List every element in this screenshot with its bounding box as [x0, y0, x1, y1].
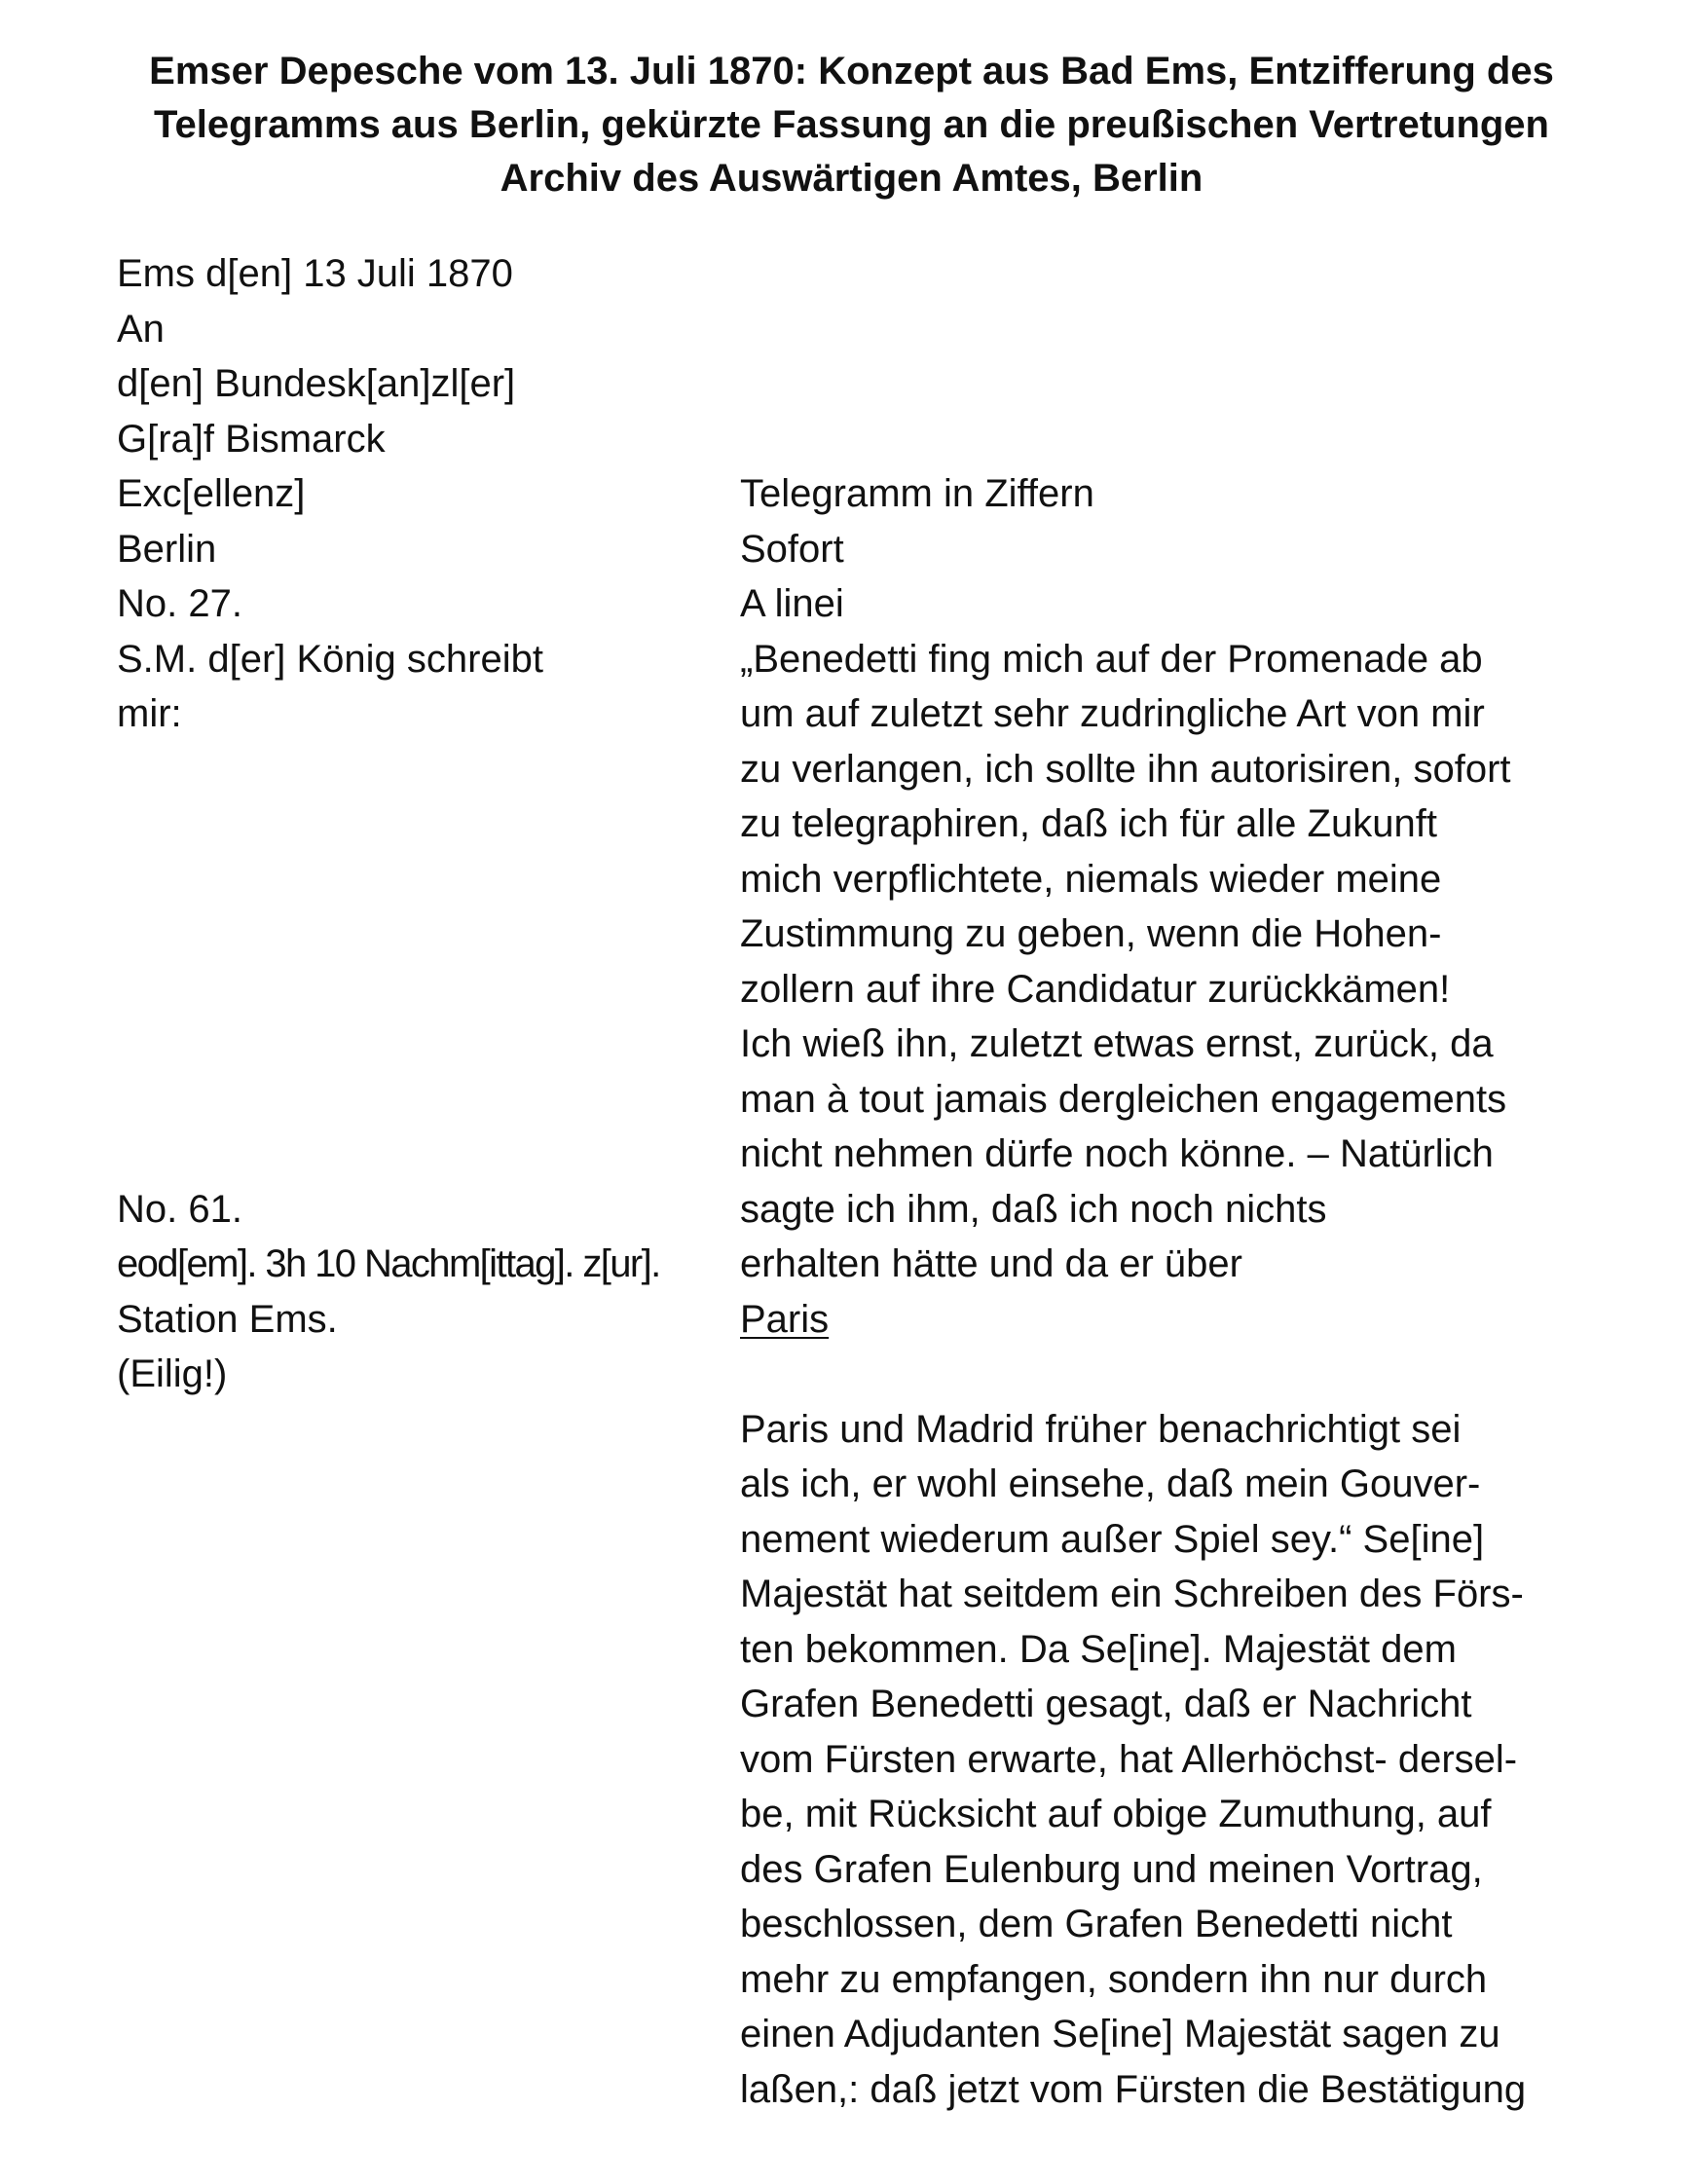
telegram-line: zollern auf ihre Candidatur zurückkämen! — [740, 967, 1451, 1011]
telegram-line: man à tout jamais dergleichen engagements — [740, 1077, 1507, 1121]
column-spacer — [117, 742, 660, 1182]
document-title — [0, 45, 1703, 205]
telegram-line: einen Adjudanten Se[ine] Majestät sagen zu — [740, 2013, 1500, 2055]
title-line: Telegramms aus Berlin, gekürzte Fassung an die preußischen Vertretungen — [154, 103, 1549, 146]
telegram-line: erhalten hätte und da er über — [740, 1242, 1242, 1285]
left-header-line: Exc[ellenz] — [117, 472, 306, 515]
telegram-line: ten bekommen. Da Se[ine]. Majestät dem — [740, 1627, 1457, 1671]
left-footer-line: No. 61. — [117, 1187, 242, 1231]
telegram-line: A linei — [740, 582, 844, 625]
left-column — [117, 246, 660, 1402]
telegram-line: beschlossen, dem Grafen Benedetti nicht — [740, 1903, 1453, 1945]
telegram-line: „Benedetti fing mich auf der Promenade ab — [740, 637, 1483, 681]
telegram-line: Sofort — [740, 527, 844, 571]
telegram-line: des Grafen Eulenburg und meinen Vortrag, — [740, 1847, 1483, 1891]
telegram-line: Paris und Madrid früher benachrichtigt sei — [740, 1407, 1462, 1451]
telegram-line: Zustimmung zu geben, wenn die Hohen- — [740, 912, 1442, 955]
left-footer-line: eod[em]. 3h 10 Nachm[ittag]. z[ur]. — [117, 1242, 660, 1285]
telegram-line: als ich, er wohl einsehe, daß mein Gouver- — [740, 1462, 1481, 1505]
telegram-line: Grafen Benedetti gesagt, daß er Nachricht — [740, 1683, 1472, 1725]
underlined-word-line — [740, 1292, 1526, 1348]
telegram-line: um auf zuletzt sehr zudringliche Art von mir — [740, 692, 1485, 735]
telegram-line: laßen,: daß jetzt vom Fürsten die Bestätigung — [740, 2067, 1527, 2111]
telegram-line: zu telegraphiren, daß ich für alle Zukunft — [740, 802, 1437, 845]
title-line: Emser Depesche vom 13. Juli 1870: Konzept aus Bad Ems, Entzifferung des — [149, 50, 1554, 93]
left-header-line: Ems d[en] 13 Juli 1870 — [117, 252, 513, 295]
left-header-line: d[en] Bundesk[an]zl[er] — [117, 362, 516, 405]
left-header-line: No. 27. — [117, 582, 242, 625]
left-header-line: mir: — [117, 692, 182, 735]
left-header-line: S.M. d[er] König schreibt — [117, 637, 543, 681]
left-header-line: An — [117, 307, 165, 351]
underlined-word: Paris — [740, 1297, 830, 1341]
left-footer-line: Station Ems. — [117, 1297, 338, 1341]
telegram-line: Majestät hat seitdem ein Schreiben des Förs- — [740, 1573, 1524, 1615]
telegram-line: mehr zu empfangen, sondern ihn nur durch — [740, 1957, 1488, 2001]
telegram-line: vom Fürsten erwarte, hat Allerhöchst- dersel- — [740, 1737, 1518, 1781]
telegram-line: Telegramm in Ziffern — [740, 472, 1094, 515]
title-line: Archiv des Auswärtigen Amtes, Berlin — [500, 157, 1203, 200]
telegram-line: mich verpflichtete, niemals wieder meine — [740, 857, 1442, 901]
left-header-line: G[ra]f Bismarck — [117, 417, 386, 461]
right-column — [740, 466, 1526, 2117]
left-footer-line: (Eilig!) — [117, 1352, 228, 1395]
telegram-line: nicht nehmen dürfe noch könne. – Natürlich — [740, 1132, 1494, 1175]
left-header-line: Berlin — [117, 527, 217, 571]
telegram-line: nement wiederum außer Spiel sey.“ Se[ine] — [740, 1517, 1485, 1561]
paragraph-spacer — [740, 1347, 1526, 1402]
telegram-line: Ich wieß ihn, zuletzt etwas ernst, zurück, da — [740, 1022, 1494, 1065]
telegram-line: sagte ich ihm, daß ich noch nichts — [740, 1187, 1327, 1231]
telegram-line: zu verlangen, ich sollte ihn autorisiren, sofort — [740, 747, 1511, 791]
telegram-line: be, mit Rücksicht auf obige Zumuthung, auf — [740, 1793, 1492, 1835]
